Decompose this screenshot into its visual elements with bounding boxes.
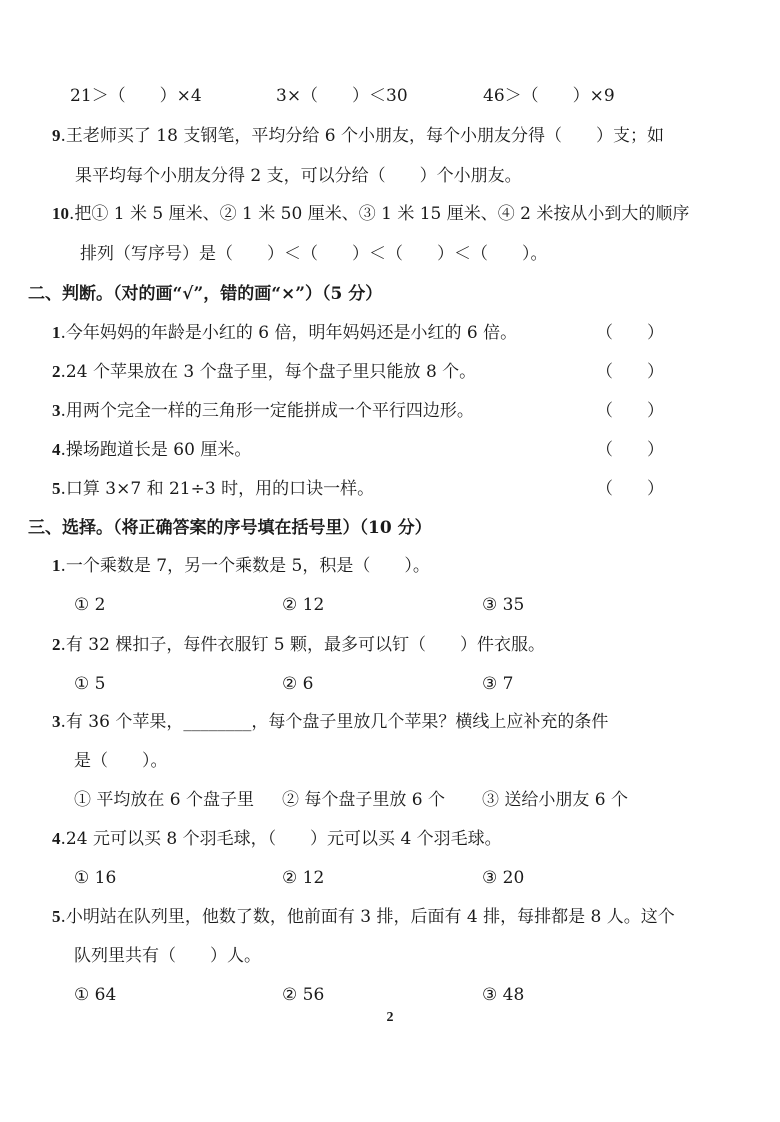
- answer-paren: （ ）: [596, 362, 664, 382]
- option-2: ② 每个盘子里放 6 个: [282, 790, 446, 810]
- question-10-line-1: [52, 202, 689, 226]
- question-9-line-2: 果平均每个小朋友分得 2 支，可以分给（ ）个小朋友。: [75, 166, 522, 186]
- question-10-line-2: 排列（写序号）是（ ）＜（ ）＜（ ）＜（ ）。: [80, 244, 548, 264]
- question-9-line-1: [52, 124, 664, 148]
- option-3: ③ 35: [482, 595, 525, 615]
- question-text: .把① 1 米 5 厘米、② 1 米 50 厘米、③ 1 米 15 厘米、④ 2 米按从小到大的顺序: [69, 204, 690, 224]
- judge-item-3: [52, 399, 474, 423]
- section-2-title: 二、判断。（对的画“√”，错的画“×”）（5 分）: [28, 284, 383, 304]
- judge-item-2: [52, 360, 476, 384]
- question-number: 5: [52, 907, 61, 926]
- choice-question-5-line-2: 队列里共有（ ）人。: [74, 946, 261, 966]
- option-3: ③ 20: [482, 868, 525, 888]
- option-1: ① 16: [74, 868, 117, 888]
- item-text: .口算 3×7 和 21÷3 时，用的口诀一样。: [60, 479, 375, 499]
- item-number: 5: [52, 479, 61, 498]
- question-text: .小明站在队列里，他数了数，他前面有 3 排，后面有 4 排，每排都是 8 人。这个: [60, 907, 675, 927]
- item-text: .操场跑道长是 60 厘米。: [60, 440, 252, 460]
- option-2: ② 12: [282, 595, 325, 615]
- option-1: ① 64: [74, 985, 117, 1005]
- item-number: 2: [52, 362, 61, 381]
- question-number: 4: [52, 829, 61, 848]
- answer-paren: （ ）: [596, 401, 664, 421]
- item-text: .用两个完全一样的三角形一定能拼成一个平行四边形。: [60, 401, 474, 421]
- choice-question-2: [52, 633, 545, 657]
- fill-item-2: 3×（ ）＜30: [276, 86, 408, 106]
- question-number: 10: [52, 204, 69, 223]
- item-number: 3: [52, 401, 61, 420]
- choice-question-3-line-2: 是（ ）。: [74, 751, 168, 771]
- answer-paren: （ ）: [596, 440, 664, 460]
- page-number: 2: [386, 1010, 394, 1025]
- option-1: ① 平均放在 6 个盘子里: [74, 790, 255, 810]
- question-number: 1: [52, 556, 61, 575]
- question-number: 3: [52, 712, 61, 731]
- option-3: ③ 7: [482, 674, 514, 694]
- section-3-title: 三、选择。（将正确答案的序号填在括号里）（10 分）: [28, 518, 432, 538]
- option-1: ① 5: [74, 674, 106, 694]
- answer-paren: （ ）: [596, 323, 664, 343]
- item-number: 4: [52, 440, 61, 459]
- option-2: ② 6: [282, 674, 314, 694]
- item-text: .24 个苹果放在 3 个盘子里，每个盘子里只能放 8 个。: [60, 362, 477, 382]
- fill-item-3: 46＞（ ）×9: [483, 86, 615, 106]
- choice-question-1: [52, 554, 430, 578]
- answer-paren: （ ）: [596, 479, 664, 499]
- question-text: .有 32 棵扣子，每件衣服钉 5 颗，最多可以钉（ ）件衣服。: [60, 635, 545, 655]
- question-number: 9: [52, 126, 61, 145]
- option-1: ① 2: [74, 595, 106, 615]
- question-number: 2: [52, 635, 61, 654]
- option-2: ② 12: [282, 868, 325, 888]
- item-number: 1: [52, 323, 61, 342]
- question-text: .王老师买了 18 支钢笔，平均分给 6 个小朋友，每个小朋友分得（ ）支；如: [60, 126, 664, 146]
- item-text: .今年妈妈的年龄是小红的 6 倍，明年妈妈还是小红的 6 倍。: [60, 323, 518, 343]
- judge-item-5: [52, 477, 374, 501]
- question-text: .有 36 个苹果，________，每个盘子里放几个苹果？横线上应补充的条件: [60, 712, 609, 732]
- judge-item-4: [52, 438, 251, 462]
- choice-question-4: [52, 827, 502, 851]
- question-text: .24 元可以买 8 个羽毛球，（ ）元可以买 4 个羽毛球。: [60, 829, 502, 849]
- choice-question-5-line-1: [52, 905, 675, 929]
- judge-item-1: [52, 321, 517, 345]
- option-3: ③ 48: [482, 985, 525, 1005]
- option-2: ② 56: [282, 985, 325, 1005]
- choice-question-3-line-1: [52, 710, 608, 734]
- question-text: .一个乘数是 7，另一个乘数是 5，积是（ ）。: [60, 556, 430, 576]
- option-3: ③ 送给小朋友 6 个: [482, 790, 629, 810]
- fill-item-1: 21＞（ ）×4: [70, 86, 202, 106]
